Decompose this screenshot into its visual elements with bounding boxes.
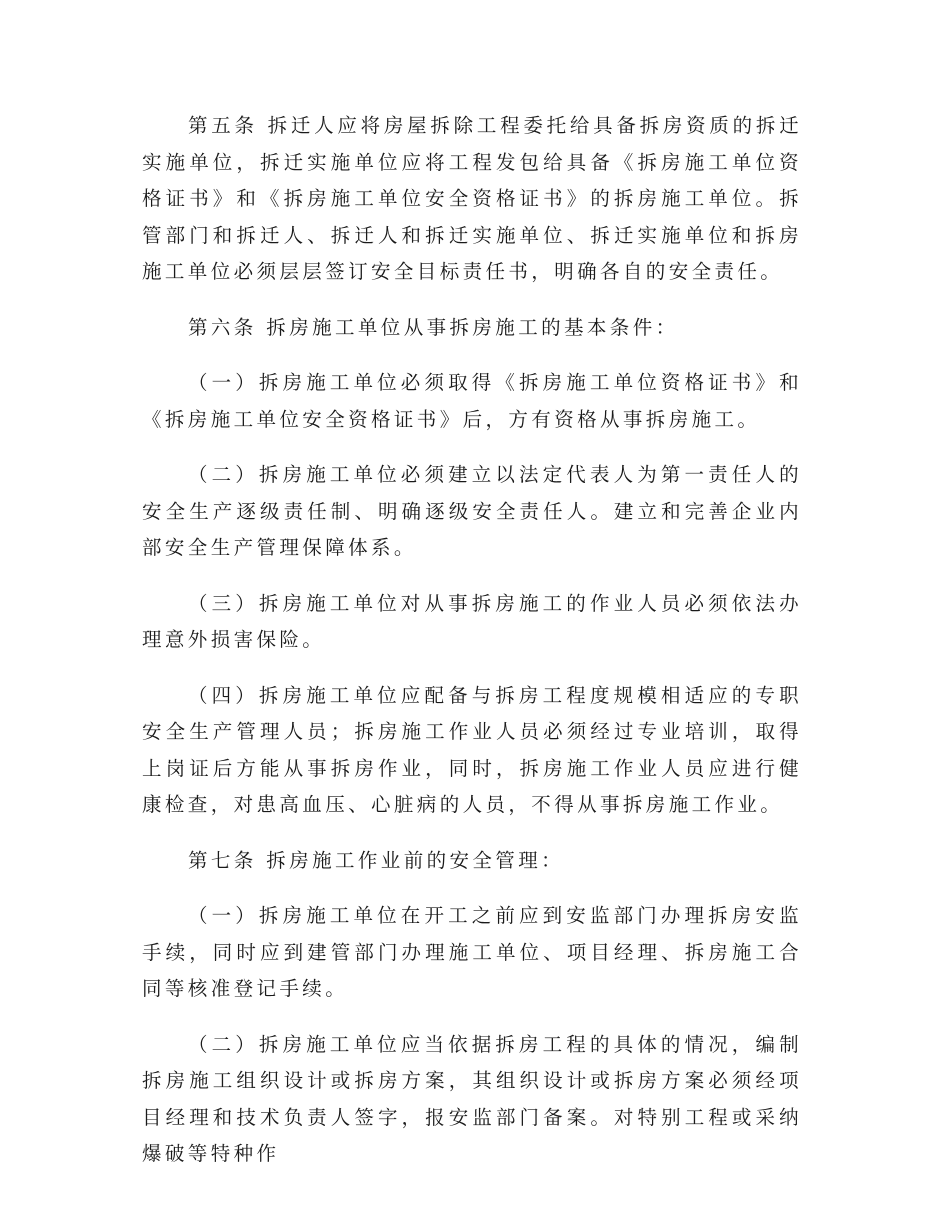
paragraph-article-5: 第五条 拆迁人应将房屋拆除工程委托给具备拆房资质的拆迁实施单位，拆迁实施单位应将工程发包给具备《拆房施工单位资格证书》和《拆房施工单位安全资格证书》的拆房施工单位。拆管部门和拆迁人、拆迁人和拆迁实施单位、拆迁实施单位和拆房施工单位必须层层签订安全目标责任书，明确各自的安全责任。: [142, 114, 802, 283]
paragraph-article-6: 第六条 拆房施工单位从事拆房施工的基本条件：: [188, 315, 679, 339]
paragraph-article-6-item-1: （一）拆房施工单位必须取得《拆房施工单位资格证书》和《拆房施工单位安全资格证书》后，方有资格从事拆房施工。: [142, 371, 802, 431]
paragraph-article-7-item-2: （二）拆房施工单位应当依据拆房工程的具体的情况，编制拆房施工组织设计或拆房方案，其组织设计或拆房方案必须经项目经理和技术负责人签字，报安监部门备案。对特别工程或采纳爆破等特种作: [142, 1032, 802, 1165]
paragraph-article-6-item-2: （二）拆房施工单位必须建立以法定代表人为第一责任人的安全生产逐级责任制、明确逐级安全责任人。建立和完善企业内部安全生产管理保障体系。: [142, 463, 802, 559]
paragraph-article-7-item-1: （一）拆房施工单位在开工之前应到安监部门办理拆房安监手续，同时应到建管部门办理施工单位、项目经理、拆房施工合同等核准登记手续。: [142, 904, 802, 1000]
paragraph-article-6-item-4: （四）拆房施工单位应配备与拆房工程度规模相适应的专职安全生产管理人员；拆房施工作业人员必须经过专业培训，取得上岗证后方能从事拆房作业，同时，拆房施工作业人员应进行健康检查，对患高血压、心脏病的人员，不得从事拆房施工作业。: [142, 683, 802, 816]
paragraph-article-7: 第七条 拆房施工作业前的安全管理：: [188, 848, 564, 872]
paragraph-article-6-item-3: （三）拆房施工单位对从事拆房施工的作业人员必须依法办理意外损害保险。: [142, 591, 802, 651]
document-body: [142, 108, 802, 1192]
